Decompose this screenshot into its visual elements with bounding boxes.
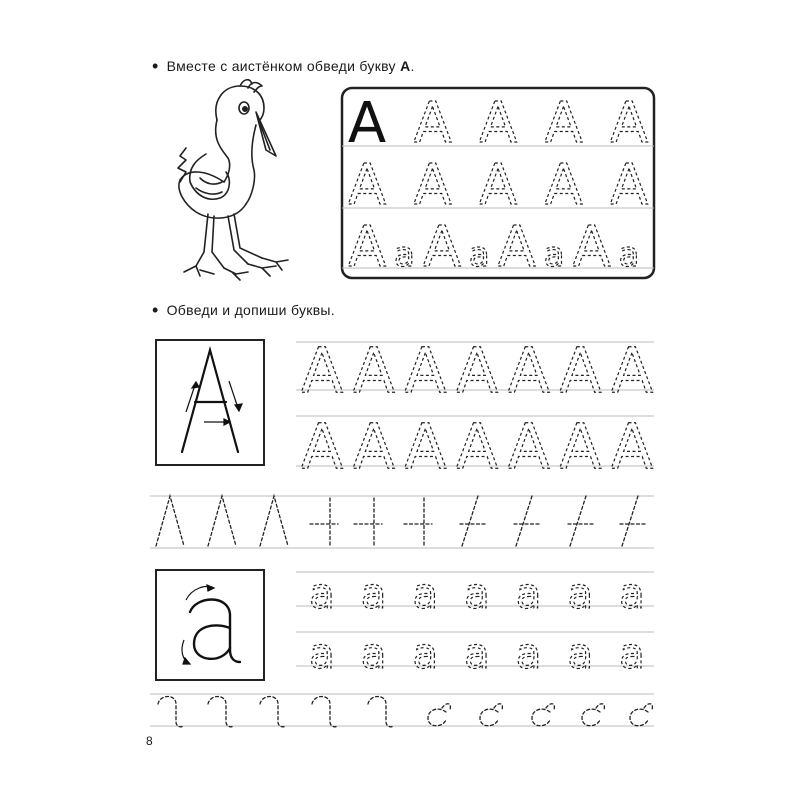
- trace-letter: А: [478, 91, 518, 156]
- bullet-icon: •: [152, 56, 159, 76]
- stroke-practice-crossbar: [310, 498, 338, 546]
- stroke-practice-crossbar: [404, 498, 432, 546]
- trace-letter: а: [515, 629, 542, 678]
- trace-letter: А: [572, 215, 611, 280]
- lowercase-model-box: [156, 570, 264, 680]
- trace-letter: а: [618, 235, 640, 275]
- trace-letter: А: [347, 215, 387, 280]
- stroke-practice-hook: [208, 697, 234, 727]
- trace-letter: а: [309, 569, 335, 618]
- trace-letter: а: [515, 569, 542, 618]
- trace-letter: А: [559, 334, 602, 407]
- stroke-practice-crossbar: [354, 498, 382, 546]
- stroke-practice-diagonal: [460, 496, 486, 546]
- trace-letter: А: [352, 334, 395, 407]
- stroke-practice-diagonal: [514, 496, 540, 546]
- uppercase-model-box: [156, 340, 264, 465]
- bullet-icon: •: [152, 300, 159, 320]
- trace-letter: А: [352, 410, 395, 483]
- trace-letter: а: [567, 569, 594, 618]
- trace-letter: А: [610, 334, 654, 407]
- trace-letter: А: [404, 334, 447, 407]
- trace-letter: А: [347, 153, 387, 218]
- trace-letter: а: [412, 569, 439, 618]
- trace-letter: а: [619, 569, 645, 618]
- instruction-end: .: [410, 58, 415, 74]
- trace-letter: А: [559, 410, 602, 483]
- trace-letter: а: [543, 235, 565, 275]
- trace-letter: а: [468, 235, 490, 275]
- stroke-practice-loop: [532, 704, 554, 726]
- stork-drawing-icon: [178, 80, 288, 280]
- instruction-text: Обведи и допиши буквы.: [166, 302, 335, 318]
- trace-letter: А: [544, 91, 583, 156]
- trace-letter: А: [609, 153, 649, 218]
- trace-letter: а: [567, 629, 594, 678]
- stroke-practice-angle: [260, 496, 288, 546]
- stroke-practice-angle: [156, 496, 184, 546]
- trace-letter: а: [412, 629, 439, 678]
- stroke-direction-arrows-icon: [182, 585, 214, 664]
- stroke-practice-diagonal: [620, 496, 646, 546]
- trace-letter: а: [360, 629, 387, 678]
- stroke-practice-hook: [260, 697, 286, 727]
- lowercase-model-letter-icon: [190, 600, 240, 663]
- trace-letter: А: [413, 153, 452, 218]
- practice-box: [342, 88, 654, 280]
- trace-letter: а: [309, 629, 335, 678]
- stroke-practice-loop: [582, 704, 604, 726]
- trace-letter: а: [464, 569, 490, 618]
- trace-letter: А: [413, 91, 452, 156]
- trace-letter: А: [455, 410, 499, 483]
- stroke-practice-hook: [158, 697, 184, 727]
- trace-letter: А: [507, 334, 550, 407]
- trace-letter: А: [497, 215, 536, 280]
- trace-letter: А: [507, 410, 550, 483]
- trace-letter: а: [464, 629, 490, 678]
- model-letter: А: [347, 91, 387, 156]
- trace-letter: А: [609, 91, 649, 156]
- trace-letter: А: [300, 334, 344, 407]
- trace-letter: А: [404, 410, 447, 483]
- trace-letter: А: [455, 334, 499, 407]
- trace-letter: А: [422, 215, 462, 280]
- trace-letter: А: [300, 410, 344, 483]
- stroke-practice-loop: [428, 704, 450, 726]
- uppercase-model-letter-icon: [182, 350, 238, 452]
- trace-letter: а: [394, 235, 415, 275]
- stroke-practice-hook: [368, 697, 394, 727]
- instruction-text: Вместе с аистёнком обведи букву: [166, 58, 396, 74]
- stroke-practice-diagonal: [568, 496, 594, 546]
- trace-letter: А: [544, 153, 583, 218]
- stroke-practice-loop: [630, 704, 652, 726]
- stroke-practice-hook: [312, 697, 338, 727]
- trace-letter: А: [478, 153, 518, 218]
- instruction-letter: А: [400, 58, 411, 74]
- trace-letter: а: [619, 629, 645, 678]
- trace-letter: а: [360, 569, 387, 618]
- trace-letter: А: [610, 410, 654, 483]
- page-number: 8: [146, 734, 153, 748]
- stroke-practice-loop: [480, 704, 502, 726]
- stroke-practice-angle: [208, 496, 236, 546]
